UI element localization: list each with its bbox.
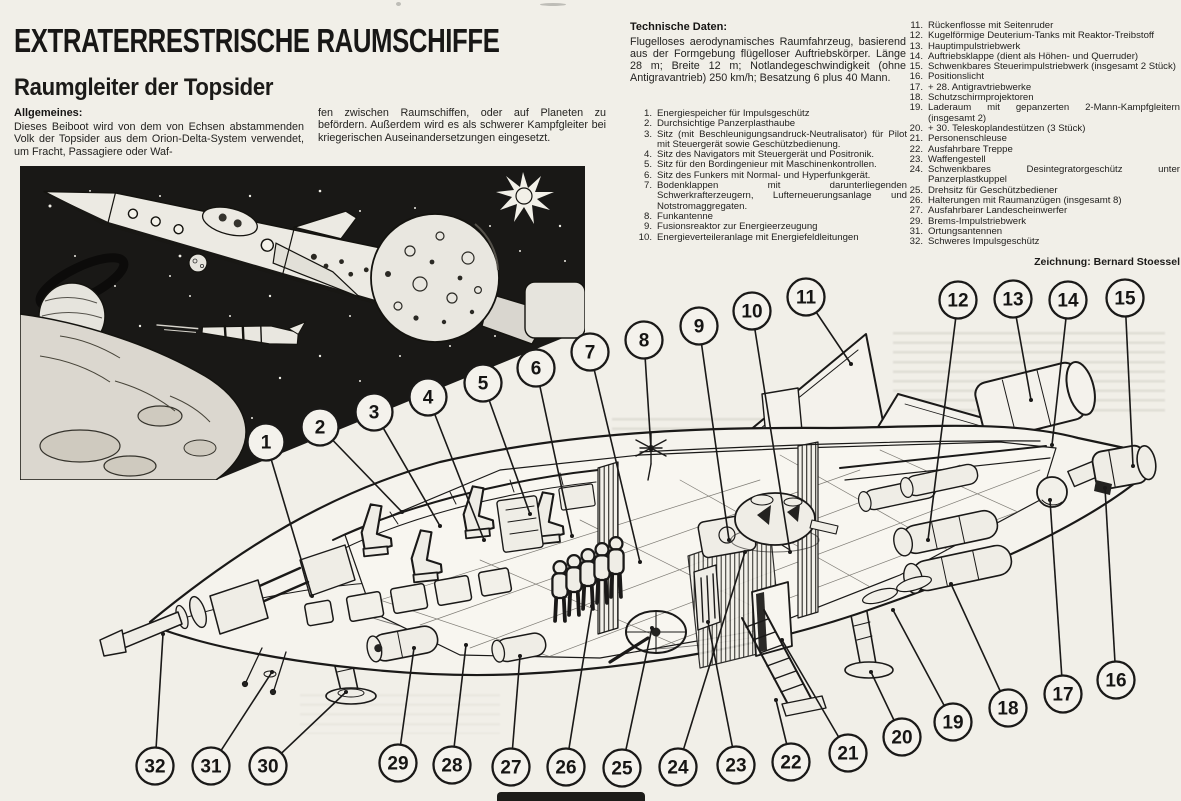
legend-item-number: 7. <box>643 180 652 192</box>
callout-30 <box>250 748 287 785</box>
callout-24 <box>660 749 697 786</box>
legend-item-number: 27. <box>909 205 923 217</box>
section-heading-technische-daten: Technische Daten: <box>630 21 727 33</box>
legend-item-number: 26. <box>909 195 923 207</box>
legend-item-text: Ausfahrbare Treppe <box>928 143 1013 155</box>
legend-item-number: 4. <box>643 149 652 161</box>
antigrav-sphere <box>1037 477 1067 507</box>
legend-item-text: Ortungsantennen <box>928 225 1003 237</box>
legend-item-text: + 30. Teleskoplandestützen (3 Stück) <box>928 122 1086 134</box>
legend-item-text: Funkantenne <box>657 210 714 222</box>
legend-item-number: 11. <box>910 20 923 31</box>
legend-item-text: Energieverteileranlage mit Energiefeldleitungen <box>657 231 859 243</box>
page-subtitle: Raumgleiter der Topsider <box>14 74 274 101</box>
legend-item-text: Schweres Impulsgeschütz <box>928 236 1040 248</box>
callout-27 <box>493 749 530 786</box>
callout-23 <box>718 747 755 784</box>
legend-item-number: 3. <box>643 128 652 140</box>
legend-item-text: Schwenkbares Steuerimpulstriebwerk (insgesamt 2 Stück) <box>928 61 1176 73</box>
legend-item-text: Sitz (mit Beschleunigungsandruck-Neutralisator) für Pilot mit Steuergerät sowie Geschützbedienung. <box>657 128 907 150</box>
callout-5 <box>465 365 502 402</box>
legend-item-text: + 28. Antigravtriebwerke <box>928 81 1032 93</box>
callout-29 <box>380 745 417 782</box>
legend-item-number: 29. <box>909 215 923 227</box>
legend-item-number: 1. <box>643 108 652 119</box>
svg-text:17: 17 <box>1052 684 1074 706</box>
callout-28 <box>434 747 471 784</box>
svg-text:6: 6 <box>530 358 542 380</box>
svg-text:7: 7 <box>584 342 596 364</box>
callout-21 <box>830 735 867 772</box>
callout-11 <box>788 279 825 316</box>
callout-4 <box>410 379 447 416</box>
general-paragraph-col2: fen zwischen Raumschiffen, oder auf Planeten zu befördern. Außerdem wird es als schwerer Kampfgleiter bei kriegerischen Auseinandersetzungen eingesetzt. <box>318 107 606 144</box>
callout-3 <box>356 394 393 431</box>
svg-text:19: 19 <box>942 712 964 734</box>
legend-item-text: Kugelförmige Deuterium-Tanks mit Reaktor-Treibstoff <box>928 30 1155 42</box>
svg-text:16: 16 <box>1105 670 1127 692</box>
svg-text:20: 20 <box>891 727 913 749</box>
callout-16 <box>1098 662 1135 699</box>
svg-text:11: 11 <box>795 287 817 309</box>
legend-item-text: Fusionsreaktor zur Energieerzeugung <box>657 221 818 233</box>
svg-text:26: 26 <box>555 757 577 779</box>
svg-text:15: 15 <box>1114 288 1136 310</box>
callout-12 <box>940 282 977 319</box>
svg-text:12: 12 <box>947 290 969 312</box>
legend-item-number: 8. <box>643 210 652 222</box>
legend-item-number: 14. <box>909 50 923 62</box>
general-paragraph-col1: Dieses Beiboot wird von dem von Echsen abstammenden Volk der Topsider aus dem Orion-Delta-System verwendet, um Fracht, Passagiere oder Waf- <box>14 121 304 158</box>
legend-item-text: Drehsitz für Geschützbediener <box>928 184 1058 196</box>
callout-13 <box>995 281 1032 318</box>
svg-text:4: 4 <box>422 387 434 409</box>
svg-text:21: 21 <box>837 743 859 765</box>
svg-text:18: 18 <box>997 698 1019 720</box>
svg-text:24: 24 <box>667 757 689 779</box>
svg-text:25: 25 <box>611 758 633 780</box>
technical-description: Flugelloses aerodynamisches Raumfahrzeug, basierend aus der Formgebung flügelloser Auftriebskörper. Länge 28 m; Breite 12 m; Notlandegeschwindigkeit (ohne Antigravantrieb) 250 km/h; Besatzung 6 plus 40 Mann. <box>630 36 906 85</box>
legend-item-text: Sitz für den Bordingenieur mit Maschinenkontrollen. <box>657 159 877 171</box>
callout-26 <box>548 749 585 786</box>
callout-10 <box>734 293 771 330</box>
legend-item-text: Durchsichtige Panzerplasthaube <box>657 118 796 130</box>
svg-text:2: 2 <box>314 417 326 439</box>
svg-text:29: 29 <box>387 753 409 775</box>
callout-14 <box>1050 282 1087 319</box>
legend-item-text: Energiespeicher für Impulsgeschütz <box>657 108 810 119</box>
legend-item-text: Sitz des Funkers mit Normal- und Hyperfunkgerät. <box>657 169 871 181</box>
legend-item-text: Ausfahrbarer Landescheinwerfer <box>928 205 1068 217</box>
legend-item-text: Auftriebsklappe (dient als Höhen- und Querruder) <box>928 50 1139 62</box>
legend-item-number: 13. <box>909 40 923 52</box>
callout-17 <box>1045 676 1082 713</box>
svg-text:1: 1 <box>260 432 272 454</box>
legend-item-number: 5. <box>643 159 652 171</box>
callout-9 <box>681 308 718 345</box>
legend-item-number: 24. <box>909 164 923 176</box>
legend-item-number: 23. <box>909 153 923 165</box>
legend-item-number: 22. <box>909 143 923 155</box>
page-title: EXTRATERRESTRISCHE RAUMSCHIFFE <box>14 22 500 59</box>
legend-item-text: Laderaum mit gepanzerten 2-Mann-Kampfgleitern (insgesamt 2) <box>928 102 1180 124</box>
legend-item-text: Schutzschirmprojektoren <box>928 92 1034 104</box>
callout-20 <box>884 719 921 756</box>
legend-item-number: 9. <box>643 221 652 233</box>
legend-item-number: 32. <box>909 236 923 248</box>
svg-text:5: 5 <box>477 373 489 395</box>
callout-32 <box>137 748 174 785</box>
svg-text:9: 9 <box>693 316 705 338</box>
svg-text:13: 13 <box>1002 289 1024 311</box>
legend-item-number: 25. <box>909 184 923 196</box>
legend-item-number: 17. <box>909 81 923 93</box>
legend-item-number: 15. <box>909 61 923 73</box>
section-heading-allgemeines: Allgemeines: <box>14 107 83 119</box>
airlock-door <box>752 582 792 656</box>
credit-line: Zeichnung: Bernard Stoessel <box>1034 256 1180 268</box>
callout-22 <box>773 744 810 781</box>
legend-item-number: 20. <box>909 122 923 134</box>
svg-text:8: 8 <box>638 330 650 352</box>
legend-item-number: 18. <box>909 92 923 104</box>
callout-25 <box>604 750 641 787</box>
svg-text:14: 14 <box>1057 290 1079 312</box>
svg-text:3: 3 <box>368 402 380 424</box>
callout-2 <box>302 409 339 446</box>
callout-15 <box>1107 280 1144 317</box>
legend-item-text: Waffengestell <box>928 153 986 165</box>
legend-item-number: 21. <box>909 133 923 145</box>
svg-text:32: 32 <box>144 756 166 778</box>
callout-19 <box>935 704 972 741</box>
central-console <box>497 495 544 552</box>
legend-item-text: Schwenkbares Desintegratorgeschütz unter Panzerplastkuppel <box>928 164 1180 186</box>
landing-leg-rear <box>845 606 893 678</box>
legend-item-text: Personenschleuse <box>928 133 1007 145</box>
legend-item-text: Halterungen mit Raumanzügen (insgesamt 8) <box>928 195 1122 207</box>
callout-31 <box>193 748 230 785</box>
callout-18 <box>990 690 1027 727</box>
legend-item-number: 31. <box>909 225 923 237</box>
legend-item-number: 12. <box>909 30 923 42</box>
callout-6 <box>518 350 555 387</box>
callout-8 <box>626 322 663 359</box>
legend-item-number: 16. <box>909 71 923 83</box>
legend-item-text: Rückenflosse mit Seitenruder <box>928 20 1054 31</box>
callout-1 <box>248 424 285 461</box>
legend-item-number: 6. <box>643 169 652 181</box>
legend-item-text: Bodenklappen mit darunterliegenden Schwerkrafterzeugern, Lufterneuerungsanlage und Notstromaggregaten. <box>657 180 907 212</box>
callout-7 <box>572 334 609 371</box>
svg-text:30: 30 <box>257 756 279 778</box>
legend-item-text: Positionslicht <box>928 71 984 83</box>
legend-item-number: 19. <box>909 102 923 114</box>
svg-text:23: 23 <box>725 755 747 777</box>
legend-item-text: Hauptimpulstriebwerk <box>928 40 1021 52</box>
svg-text:22: 22 <box>780 752 802 774</box>
weapon-rack <box>694 565 720 630</box>
svg-text:10: 10 <box>741 301 763 323</box>
svg-text:31: 31 <box>200 756 222 778</box>
legend-item-text: Brems-Impulstriebwerk <box>928 215 1027 227</box>
legend-item-number: 10. <box>638 231 652 243</box>
svg-text:27: 27 <box>500 757 522 779</box>
legend-item-text: Sitz des Navigators mit Steuergerät und Positronik. <box>657 149 875 161</box>
legend-item-number: 2. <box>643 118 652 130</box>
svg-text:28: 28 <box>441 755 463 777</box>
